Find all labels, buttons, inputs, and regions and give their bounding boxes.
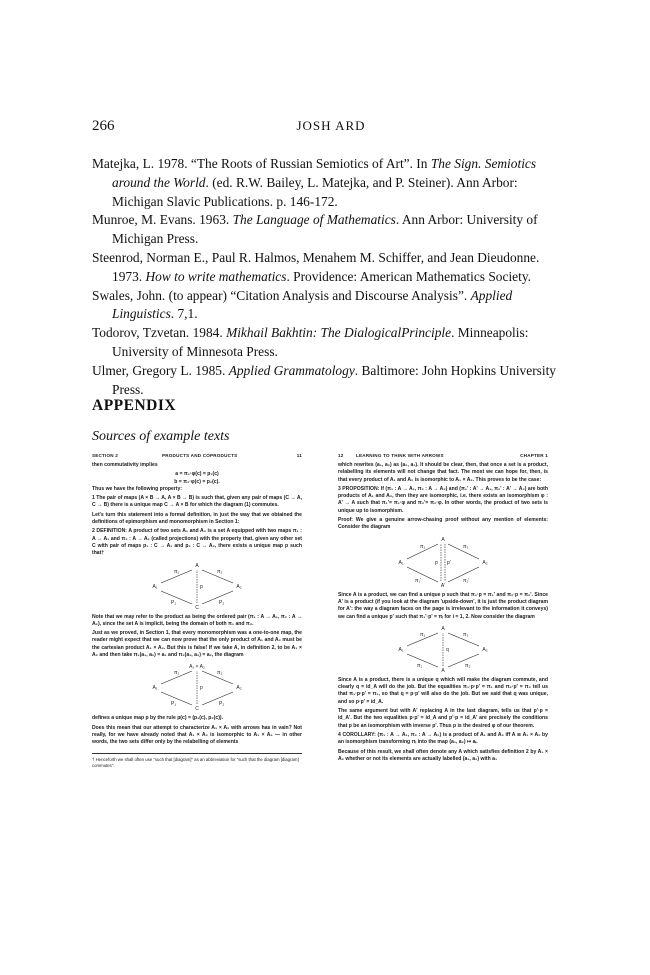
label-p1: P₁	[171, 599, 177, 606]
label-pi1: π₁	[420, 543, 426, 550]
label-p1: P₁	[171, 701, 177, 708]
node-right: A₂	[482, 559, 488, 566]
example-running-head: SECTION 2 PRODUCTS AND COPRODUCTS 11	[92, 453, 302, 458]
label-pi2: π₂	[217, 670, 223, 677]
references-list	[92, 155, 570, 399]
paragraph: Does this mean that our attempt to characterize A₁ × A₂ with arrows has in vain? Not really, for we have already noted that A₁ × A₂ is isomorphic to A₁ × A₂ — in other words, the two sets differ only by the relabelling of elements	[92, 724, 302, 746]
commutative-diagram	[147, 560, 247, 612]
commutative-diagram	[393, 534, 493, 590]
paragraph: 4 COROLLARY: (π₁ : A → A₁, π₂ : A → A₂) is a product of A₁ and A₂ iff A ≅ A₁ × A₂ by an isomorphism transforming πᵢ into the map (a₁, a₂) ↦ aᵢ.	[338, 731, 548, 746]
paragraph: Since A is a product, we can find a unique p such that π₁·p = π₁' and π₂·p = π₂'. Since A' is a product (if you look at the diagram 'upside-down', it is just the product diagram for A': the way a diagram faces on the page is irrelevant to the information it conveys) we can find a unique p' such that π₁'·p' = πᵢ for i = 1, 2. Now consider the diagram	[338, 591, 548, 620]
label-p: p	[435, 559, 438, 566]
paragraph: Let's turn this statement into a formal definition, in just the way that we obtained the definitions of epimorphism and monomorphism in Section 1:	[92, 511, 302, 526]
equation: a = π₁·φ(c) = p₁(c)	[175, 471, 219, 478]
node-top: A	[441, 536, 445, 543]
label-p: p	[200, 583, 203, 590]
reference-item: Matejka, L. 1978. “The Roots of Russian Semiotics of Art”. In The Sign. Semiotics around the World. (ed. R.W. Bailey, L. Matejka, and P. Steiner). Ann Arbor: Michigan Slavic Publications. p. 146-172.	[92, 156, 537, 209]
paragraph: 2 DEFINITION: A product of two sets A₁ and A₂ is a set A equipped with two maps π₁ : A → A₁ and π₂ : A → A₂ (called projections) with the property that, given any other set C with pair of maps p₁ : C → A₁ and p₂ : C → A₂, there exists a unique map p such that†	[92, 528, 302, 557]
reference-item: Munroe, M. Evans. 1963. The Language of Mathematics. Ann Arbor: University of Michigan Press.	[92, 212, 538, 247]
node-bottom: A	[441, 667, 445, 674]
node-right: A₂	[482, 646, 488, 653]
label-pi1: π₁	[420, 631, 426, 638]
node-bottom: C	[195, 604, 199, 611]
paragraph: Thus we have the following property:	[92, 485, 182, 492]
reference-item: Steenrod, Norman E., Paul R. Halmos, Menahem M. Schiffer, and Jean Dieudonne. 1973. How to write mathematics. Providence: American Mathematics Society.	[92, 249, 540, 284]
paragraph: Proof: We give a genuine arrow-chasing proof without any mention of elements: Consider the diagram	[338, 517, 548, 531]
node-right: A₂	[236, 685, 242, 692]
paragraph: Just as we proved, in Section 1, that every monomorphism was a one-to-one map, the reader might expect that we can now prove that the only product of A₁ and A₂ must be the cartesian product A₁ × A₂. But this is false! If we take A, in definition 2, to be A₁ × A₂ and then take π₁(a₁, a₂) = a₁ and π₂(a₁, a₂) = a₂, the diagram	[92, 630, 302, 659]
node-left: A₁	[152, 685, 158, 692]
page-header	[92, 118, 570, 138]
node-left: A₁	[398, 646, 404, 653]
label-p: p	[200, 685, 203, 692]
commutative-diagram	[393, 623, 493, 675]
node-bottom: C	[195, 706, 199, 713]
commutative-diagram	[147, 661, 247, 713]
node-left: A₁	[152, 583, 158, 590]
node-bottom: A'	[440, 582, 446, 589]
example-page-left	[92, 452, 302, 769]
label-p1: π₁'	[415, 577, 422, 584]
label-pi1: π₁	[174, 670, 180, 677]
paragraph: then commutativity implies	[92, 462, 158, 468]
label-p1: π₁	[417, 662, 423, 669]
node-left: A₁	[398, 559, 404, 566]
page-number: 266	[92, 118, 115, 134]
reference-item: Ulmer, Gregory L. 1985. Applied Grammatology. Baltimore: John Hopkins University Press.	[92, 362, 557, 397]
label-pi1: π₁	[174, 568, 180, 575]
reference-item: Swales, John. (to appear) “Citation Analysis and Discourse Analysis”. Applied Linguistics. 7,1.	[92, 287, 513, 322]
label-q: q	[446, 646, 449, 653]
paragraph: Note that we may refer to the product as being the ordered pair (π₁ : A → A₁, π₂ : A → A₂), since the set A is implicit, being the domain of both π₁ and π₂.	[92, 613, 302, 627]
label-p2: P₂	[219, 599, 225, 606]
appendix-subheading: Sources of example texts	[92, 429, 230, 444]
paragraph: 1 The pair of maps (A × B → A, A × B → B) is such that, given any pair of maps (C → A, C → B) there is a unique map C → A × B for which the diagram (1) commutes.	[92, 495, 302, 509]
paragraph: defines a unique map p by the rule p(c) = (p₁(c), p₂(c)).	[92, 715, 224, 722]
node-top: A₁ × A₂	[189, 664, 205, 671]
label-pi2: π₂	[217, 568, 223, 575]
running-title: JOSH ARD	[296, 118, 366, 133]
appendix-heading: APPENDIX	[92, 397, 177, 414]
label-p-prime: p'	[447, 559, 451, 566]
equation: b = π₂·φ(c) = p₂(c).	[174, 478, 220, 485]
paragraph: The same argument but with A' replacing A in the last diagram, tells us that p'·p = id_A'. But the two equalities p·p' = id_A and p'·p = id_A' are precisely the conditions that p be an isomorphism with inverse p'. Thus p is the desired φ of our theorem.	[338, 708, 548, 729]
example-running-head: 12 LEARNING TO THINK WITH ARROWS CHAPTER 1	[338, 453, 548, 458]
label-pi2: π₂	[463, 631, 469, 638]
label-p2: P₂	[219, 701, 225, 708]
node-top: A	[441, 625, 445, 632]
label-p2: π₂'	[463, 577, 470, 584]
paragraph: Because of this result, we shall often denote any A which satisfies definition 2 by A₁ × A₂ whether or not its elements are actually labelled (a₁, a₂) with a₁	[338, 748, 548, 762]
label-pi2: π₂	[463, 543, 469, 550]
node-top: A	[195, 562, 199, 569]
label-p2: π₂	[465, 662, 471, 669]
paragraph: which rewrites (a₁, a₂) as (a₂, a₁). It should be clear, then, that once a set is a product, relabelling its elements will not change that fact. The most we can hope for, then, is that every product of A₁ and A₂ is isomorphic to A₁ × A₂. This proves to be the case:	[338, 462, 548, 483]
paragraph: 3 PROPOSITION: If (π₁ : A → A₁, π₂ : A → A₂) and (π₁' : A' → A₁, π₂' : A' → A₂) are both products of A₁ and A₂, then they are isomorphic, i.e. there exists an isomorphism φ : A' → A such that π₁'= π₁·φ and π₂'= π₂·φ. In other words, the product of two sets is unique up to isomorphism.	[338, 485, 548, 514]
example-page-right	[338, 452, 548, 765]
footnote: † Henceforth we shall often use "such that [diagram]" as an abbreviation for "such that the diagram [diagram] commutes".	[92, 753, 302, 769]
node-right: A₂	[236, 583, 242, 590]
reference-item: Todorov, Tzvetan. 1984. Mikhail Bakhtin: The DialogicalPrinciple. Minneapolis: University of Minnesota Press.	[92, 325, 529, 359]
paragraph: Since A is a product, there is a unique q which will make the diagram commute, and clearly q = id_A will do the job. But the equalities π₁·p·p' = π₁ and π₂·p' = π₂ tell us that π₁·p·p' = π₁, so that q = p·p' will also do the job. But we said that q was unique, and so p·p' = id_A.	[338, 676, 548, 705]
